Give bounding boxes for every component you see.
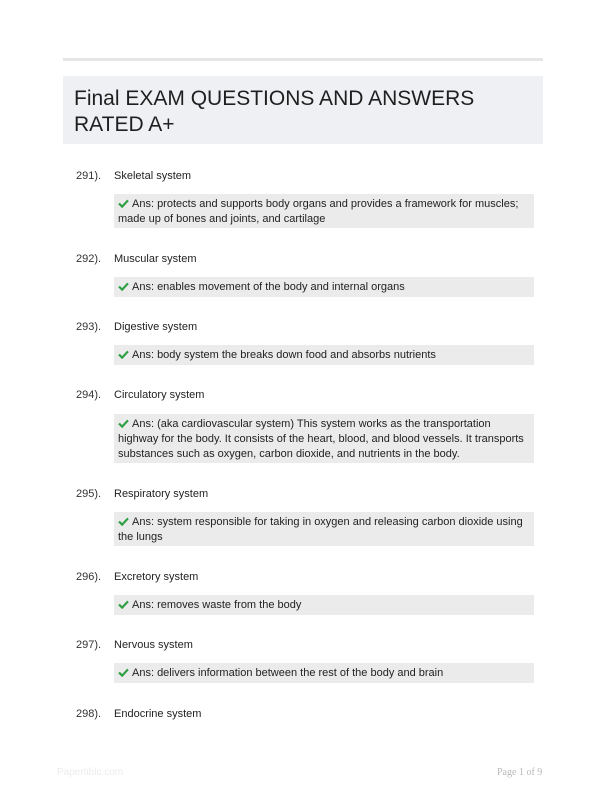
check-icon xyxy=(118,419,129,428)
question-term: Muscular system xyxy=(114,253,197,265)
question-number: 297). xyxy=(76,639,102,651)
question-number: 296). xyxy=(76,571,102,583)
footer-brand: Papertiblc.com xyxy=(57,767,124,778)
question-term: Respiratory system xyxy=(114,488,209,500)
question-number: 291). xyxy=(76,170,102,182)
answer-text: Ans: removes waste from the body xyxy=(132,599,302,611)
question-term: Endocrine system xyxy=(114,708,202,720)
answer-box xyxy=(114,414,534,463)
title-banner xyxy=(63,76,543,144)
check-icon xyxy=(118,668,129,677)
answer-box xyxy=(114,345,534,365)
check-icon xyxy=(118,517,129,526)
check-icon xyxy=(118,282,129,291)
question-number: 294). xyxy=(76,389,102,401)
page-number: Page 1 of 9 xyxy=(497,767,543,778)
answer-text: Ans: system responsible for taking in oxygen and releasing carbon dioxide using the lungs xyxy=(118,516,523,543)
answer-box xyxy=(114,595,534,615)
question-number: 298). xyxy=(76,708,102,720)
answer-box xyxy=(114,512,534,546)
page-title: Final EXAM QUESTIONS AND ANSWERS RATED A+ xyxy=(74,87,475,136)
answer-text: Ans: protects and supports body organs and provides a framework for muscles; made up of bones and joints, and cartilage xyxy=(118,198,519,225)
answer-text: Ans: enables movement of the body and internal organs xyxy=(132,281,405,293)
check-icon xyxy=(118,199,129,208)
question-term: Circulatory system xyxy=(114,389,205,401)
top-divider xyxy=(63,58,543,61)
question-number: 295). xyxy=(76,488,102,500)
question-term: Skeletal system xyxy=(114,170,192,182)
question-number: 293). xyxy=(76,321,102,333)
question-term: Nervous system xyxy=(114,639,193,651)
answer-text: Ans: delivers information between the rest of the body and brain xyxy=(132,667,444,679)
answer-box xyxy=(114,194,534,228)
answer-box xyxy=(114,663,534,683)
question-term: Digestive system xyxy=(114,321,198,333)
question-term: Excretory system xyxy=(114,571,199,583)
answer-text: Ans: body system the breaks down food and absorbs nutrients xyxy=(132,349,436,361)
answer-box xyxy=(114,277,534,297)
answer-text: Ans: (aka cardiovascular system) This system works as the transportation highway for the body. It consists of the heart, blood, and blood vessels. It transports substances such as oxygen, carbon dioxide, and nutrients in the body. xyxy=(118,418,524,460)
check-icon xyxy=(118,600,129,609)
check-icon xyxy=(118,350,129,359)
question-number: 292). xyxy=(76,253,102,265)
